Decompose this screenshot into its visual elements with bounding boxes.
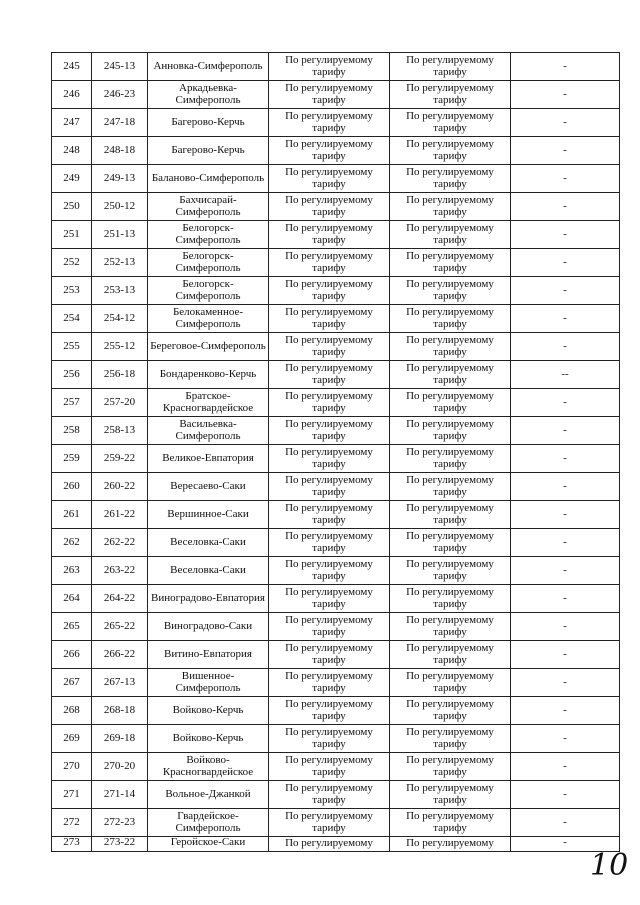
route-code: 266-22: [92, 641, 148, 669]
tariff-1: По регулируемому тарифу: [269, 53, 390, 81]
tariff-1: По регулируемому тарифу: [269, 641, 390, 669]
route-name: Вольное-Джанкой: [148, 781, 269, 809]
row-number: 273: [52, 837, 92, 852]
route-code: 269-18: [92, 725, 148, 753]
tariff-2: По регулируемому тарифу: [390, 781, 511, 809]
tariff-1: По регулируемому: [269, 837, 390, 852]
route-code: 262-22: [92, 529, 148, 557]
tariff-2: По регулируемому тарифу: [390, 725, 511, 753]
tariff-1: По регулируемому тарифу: [269, 557, 390, 585]
tariff-1: По регулируемому тарифу: [269, 417, 390, 445]
table-row: [52, 333, 620, 361]
route-code: 245-13: [92, 53, 148, 81]
table-row: [52, 837, 620, 852]
route-code: 251-13: [92, 221, 148, 249]
tariff-2: По регулируемому тарифу: [390, 277, 511, 305]
route-code: 255-12: [92, 333, 148, 361]
route-name: Васильевка-Симферополь: [148, 417, 269, 445]
tariff-1: По регулируемому тарифу: [269, 221, 390, 249]
note: -: [511, 473, 620, 501]
tariff-1: По регулируемому тарифу: [269, 697, 390, 725]
tariff-2: По регулируемому тарифу: [390, 81, 511, 109]
row-number: 249: [52, 165, 92, 193]
row-number: 245: [52, 53, 92, 81]
tariff-2: По регулируемому тарифу: [390, 697, 511, 725]
row-number: 255: [52, 333, 92, 361]
tariff-1: По регулируемому тарифу: [269, 333, 390, 361]
route-name: Аркадьевка-Симферополь: [148, 81, 269, 109]
route-name: Братское-Красногвардейское: [148, 389, 269, 417]
tariff-2: По регулируемому тарифу: [390, 305, 511, 333]
row-number: 269: [52, 725, 92, 753]
table-row: [52, 697, 620, 725]
tariff-2: По регулируемому тарифу: [390, 249, 511, 277]
table-row: [52, 417, 620, 445]
note: -: [511, 809, 620, 837]
route-name: Вересаево-Саки: [148, 473, 269, 501]
table-row: [52, 193, 620, 221]
table-row: [52, 781, 620, 809]
row-number: 248: [52, 137, 92, 165]
table-row: [52, 361, 620, 389]
route-code: 247-18: [92, 109, 148, 137]
row-number: 254: [52, 305, 92, 333]
row-number: 262: [52, 529, 92, 557]
note: -: [511, 137, 620, 165]
row-number: 250: [52, 193, 92, 221]
note: -: [511, 529, 620, 557]
note: -: [511, 501, 620, 529]
route-code: 270-20: [92, 753, 148, 781]
tariff-2: По регулируемому тарифу: [390, 137, 511, 165]
note: -: [511, 557, 620, 585]
route-name: Геройское-Саки: [148, 837, 269, 852]
route-name: Белокаменное-Симферополь: [148, 305, 269, 333]
tariff-2: По регулируемому тарифу: [390, 193, 511, 221]
table-row: [52, 109, 620, 137]
table-row: [52, 809, 620, 837]
tariff-2: По регулируемому тарифу: [390, 557, 511, 585]
row-number: 267: [52, 669, 92, 697]
route-code: 256-18: [92, 361, 148, 389]
tariff-2: По регулируемому тарифу: [390, 809, 511, 837]
note: -: [511, 193, 620, 221]
tariff-2: По регулируемому тарифу: [390, 585, 511, 613]
tariff-2: По регулируемому тарифу: [390, 361, 511, 389]
tariff-1: По регулируемому тарифу: [269, 809, 390, 837]
tariff-1: По регулируемому тарифу: [269, 753, 390, 781]
table-row: [52, 277, 620, 305]
row-number: 260: [52, 473, 92, 501]
row-number: 271: [52, 781, 92, 809]
route-name: Багерово-Керчь: [148, 109, 269, 137]
row-number: 251: [52, 221, 92, 249]
route-table: [51, 52, 620, 852]
tariff-1: По регулируемому тарифу: [269, 585, 390, 613]
tariff-1: По регулируемому тарифу: [269, 501, 390, 529]
note: -: [511, 277, 620, 305]
tariff-1: По регулируемому тарифу: [269, 81, 390, 109]
route-name: Войково-Красногвардейское: [148, 753, 269, 781]
row-number: 270: [52, 753, 92, 781]
tariff-2: По регулируемому тарифу: [390, 613, 511, 641]
tariff-2: По регулируемому тарифу: [390, 641, 511, 669]
tariff-2: По регулируемому: [390, 837, 511, 852]
table-row: [52, 137, 620, 165]
row-number: 259: [52, 445, 92, 473]
route-code: 272-23: [92, 809, 148, 837]
table-row: [52, 725, 620, 753]
route-code: 248-18: [92, 137, 148, 165]
tariff-1: По регулируемому тарифу: [269, 613, 390, 641]
table-row: [52, 305, 620, 333]
tariff-1: По регулируемому тарифу: [269, 137, 390, 165]
route-code: 273-22: [92, 837, 148, 852]
route-code: 250-12: [92, 193, 148, 221]
route-name: Баланово-Симферополь: [148, 165, 269, 193]
route-name: Береговое-Симферополь: [148, 333, 269, 361]
table-row: [52, 81, 620, 109]
route-name: Анновка-Симферополь: [148, 53, 269, 81]
tariff-2: По регулируемому тарифу: [390, 529, 511, 557]
route-name: Виноградово-Саки: [148, 613, 269, 641]
route-code: 265-22: [92, 613, 148, 641]
table-row: [52, 585, 620, 613]
tariff-1: По регулируемому тарифу: [269, 781, 390, 809]
row-number: 266: [52, 641, 92, 669]
route-name: Багерово-Керчь: [148, 137, 269, 165]
route-code: 249-13: [92, 165, 148, 193]
table-row: [52, 165, 620, 193]
note: -: [511, 305, 620, 333]
table-row: [52, 557, 620, 585]
note: -: [511, 837, 620, 852]
tariff-2: По регулируемому тарифу: [390, 753, 511, 781]
tariff-1: По регулируемому тарифу: [269, 249, 390, 277]
page-number: 10: [590, 848, 629, 883]
note: -: [511, 669, 620, 697]
route-code: 268-18: [92, 697, 148, 725]
tariff-2: По регулируемому тарифу: [390, 389, 511, 417]
tariff-2: По регулируемому тарифу: [390, 669, 511, 697]
route-code: 261-22: [92, 501, 148, 529]
route-code: 258-13: [92, 417, 148, 445]
tariff-1: По регулируемому тарифу: [269, 277, 390, 305]
row-number: 268: [52, 697, 92, 725]
note: -: [511, 445, 620, 473]
row-number: 263: [52, 557, 92, 585]
note: -: [511, 53, 620, 81]
note: -: [511, 165, 620, 193]
table-row: [52, 753, 620, 781]
tariff-2: По регулируемому тарифу: [390, 53, 511, 81]
row-number: 261: [52, 501, 92, 529]
tariff-1: По регулируемому тарифу: [269, 529, 390, 557]
row-number: 247: [52, 109, 92, 137]
tariff-2: По регулируемому тарифу: [390, 473, 511, 501]
table-row: [52, 249, 620, 277]
tariff-2: По регулируемому тарифу: [390, 165, 511, 193]
note: -: [511, 333, 620, 361]
route-name: Гвардейское-Симферополь: [148, 809, 269, 837]
note: -: [511, 641, 620, 669]
note: -: [511, 697, 620, 725]
table-row: [52, 529, 620, 557]
note: -: [511, 221, 620, 249]
route-name: Войково-Керчь: [148, 725, 269, 753]
tariff-2: По регулируемому тарифу: [390, 333, 511, 361]
table-row: [52, 501, 620, 529]
route-name: Бахчисарай-Симферополь: [148, 193, 269, 221]
tariff-1: По регулируемому тарифу: [269, 165, 390, 193]
route-name: Витино-Евпатория: [148, 641, 269, 669]
table-row: [52, 389, 620, 417]
note: --: [511, 361, 620, 389]
route-code: 259-22: [92, 445, 148, 473]
tariff-1: По регулируемому тарифу: [269, 389, 390, 417]
route-name: Вершинное-Саки: [148, 501, 269, 529]
tariff-2: По регулируемому тарифу: [390, 109, 511, 137]
route-name: Белогорск-Симферополь: [148, 277, 269, 305]
note: -: [511, 81, 620, 109]
tariff-1: По регулируемому тарифу: [269, 193, 390, 221]
row-number: 264: [52, 585, 92, 613]
note: -: [511, 781, 620, 809]
table-row: [52, 53, 620, 81]
note: -: [511, 249, 620, 277]
route-code: 254-12: [92, 305, 148, 333]
tariff-1: По регулируемому тарифу: [269, 725, 390, 753]
route-code: 260-22: [92, 473, 148, 501]
note: -: [511, 585, 620, 613]
route-name: Великое-Евпатория: [148, 445, 269, 473]
note: -: [511, 109, 620, 137]
route-code: 257-20: [92, 389, 148, 417]
table-row: [52, 641, 620, 669]
row-number: 253: [52, 277, 92, 305]
tariff-2: По регулируемому тарифу: [390, 445, 511, 473]
table-row: [52, 445, 620, 473]
route-name: Бондаренково-Керчь: [148, 361, 269, 389]
row-number: 246: [52, 81, 92, 109]
note: -: [511, 725, 620, 753]
route-name: Веселовка-Саки: [148, 529, 269, 557]
tariff-1: По регулируемому тарифу: [269, 109, 390, 137]
tariff-2: По регулируемому тарифу: [390, 417, 511, 445]
row-number: 258: [52, 417, 92, 445]
row-number: 265: [52, 613, 92, 641]
route-name: Белогорск-Симферополь: [148, 249, 269, 277]
route-code: 271-14: [92, 781, 148, 809]
route-name: Виноградово-Евпатория: [148, 585, 269, 613]
tariff-2: По регулируемому тарифу: [390, 221, 511, 249]
table-row: [52, 221, 620, 249]
row-number: 256: [52, 361, 92, 389]
tariff-1: По регулируемому тарифу: [269, 669, 390, 697]
tariff-2: По регулируемому тарифу: [390, 501, 511, 529]
tariff-1: По регулируемому тарифу: [269, 305, 390, 333]
route-code: 267-13: [92, 669, 148, 697]
route-name: Войково-Керчь: [148, 697, 269, 725]
note: -: [511, 389, 620, 417]
route-name: Белогорск-Симферополь: [148, 221, 269, 249]
row-number: 252: [52, 249, 92, 277]
route-code: 246-23: [92, 81, 148, 109]
table-row: [52, 613, 620, 641]
route-code: 252-13: [92, 249, 148, 277]
route-code: 253-13: [92, 277, 148, 305]
note: -: [511, 613, 620, 641]
route-code: 264-22: [92, 585, 148, 613]
row-number: 257: [52, 389, 92, 417]
tariff-1: По регулируемому тарифу: [269, 361, 390, 389]
row-number: 272: [52, 809, 92, 837]
route-code: 263-22: [92, 557, 148, 585]
note: -: [511, 753, 620, 781]
tariff-1: По регулируемому тарифу: [269, 445, 390, 473]
table-body: [52, 53, 620, 852]
route-name: Вишенное-Симферополь: [148, 669, 269, 697]
tariff-1: По регулируемому тарифу: [269, 473, 390, 501]
note: -: [511, 417, 620, 445]
table-row: [52, 473, 620, 501]
table-row: [52, 669, 620, 697]
route-name: Веселовка-Саки: [148, 557, 269, 585]
